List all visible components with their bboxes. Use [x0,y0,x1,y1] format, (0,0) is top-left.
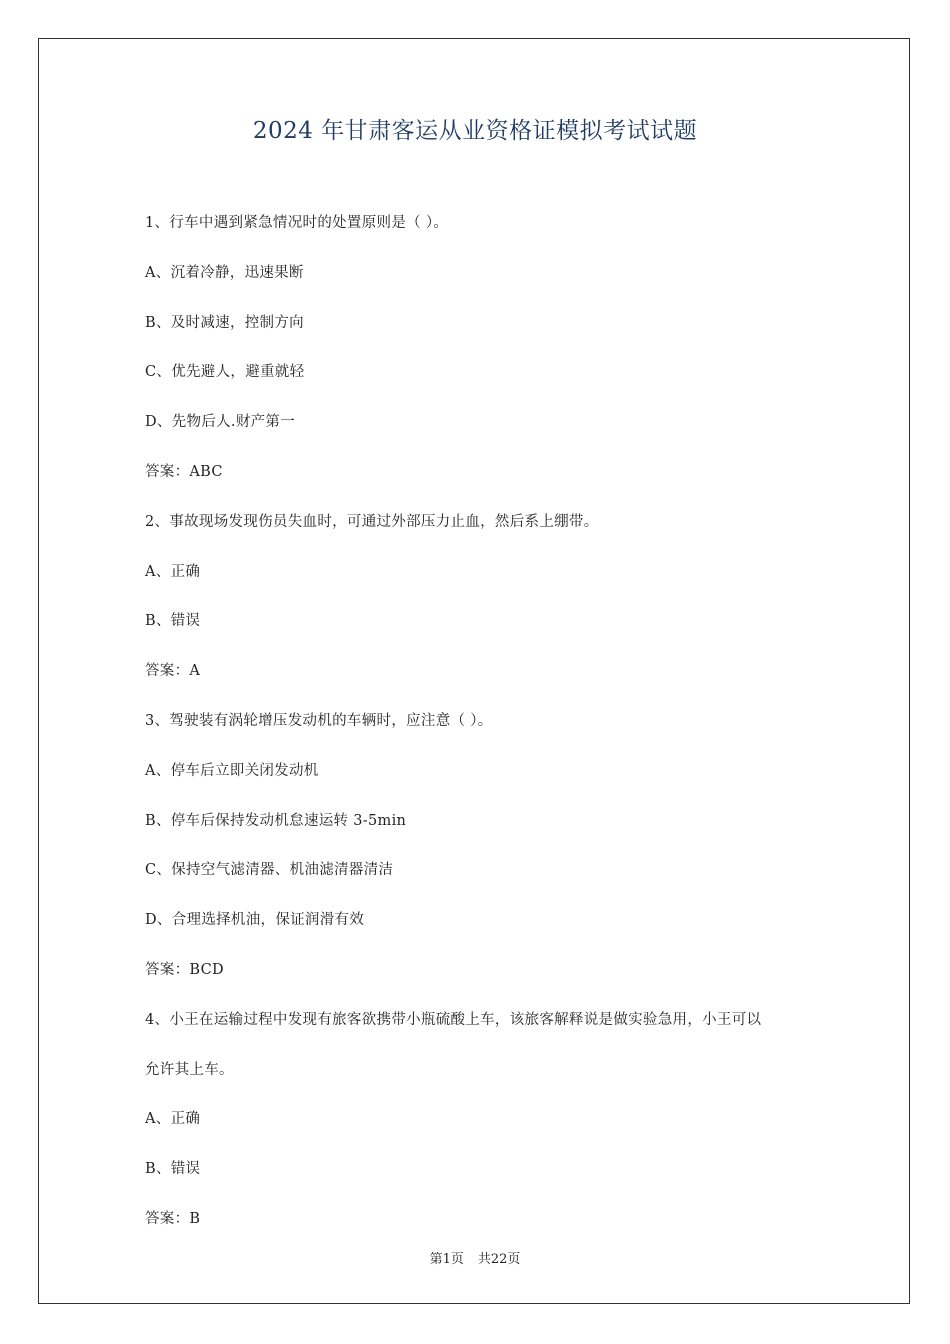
question-3-option-c: C、保持空气滤清器、机油滤清器清洁 [145,862,394,879]
question-3-option-a: A、停车后立即关闭发动机 [145,762,319,779]
question-4-stem: 4、小王在运输过程中发现有旅客欲携带小瓶硫酸上车，该旅客解释说是做实验急用，小王可以 [145,1011,762,1028]
question-3-option-d: D、合理选择机油，保证润滑有效 [145,912,365,929]
question-1-option-a: A、沉着冷静，迅速果断 [145,264,304,281]
page-footer [0,1248,950,1267]
question-2-option-b: B、错误 [145,613,201,630]
question-4-answer: 答案：B [145,1210,201,1227]
question-3-option-b: B、停车后保持发动机怠速运转 3-5min [145,812,407,829]
question-2-option-a: A、正确 [145,563,201,580]
page-total: 共22页 [477,1252,521,1267]
question-1-option-d: D、先物后人.财产第一 [145,414,296,431]
question-1-answer: 答案：ABC [145,463,223,480]
question-4-option-a: A、正确 [145,1111,201,1128]
page-number: 第1页 [429,1252,464,1267]
question-list [145,199,825,1245]
question-1-stem: 1、行车中遇到紧急情况时的处置原则是（ ）。 [145,215,449,231]
question-1-option-b: B、及时减速，控制方向 [145,314,304,331]
question-3-answer: 答案：BCD [145,961,224,978]
question-3-stem: 3、驾驶装有涡轮增压发动机的车辆时，应注意（ ）。 [145,712,493,729]
question-4-option-b: B、错误 [145,1161,201,1178]
question-4-stem-continued: 允许其上车。 [145,1061,234,1078]
document-title: 2024 年甘肃客运从业资格证模拟考试试题 [252,118,698,144]
question-2-answer: 答案：A [145,663,201,680]
question-2-stem: 2、事故现场发现伤员失血时，可通过外部压力止血，然后系上绷带。 [145,513,599,530]
question-1-option-c: C、优先避人，避重就轻 [145,364,305,381]
